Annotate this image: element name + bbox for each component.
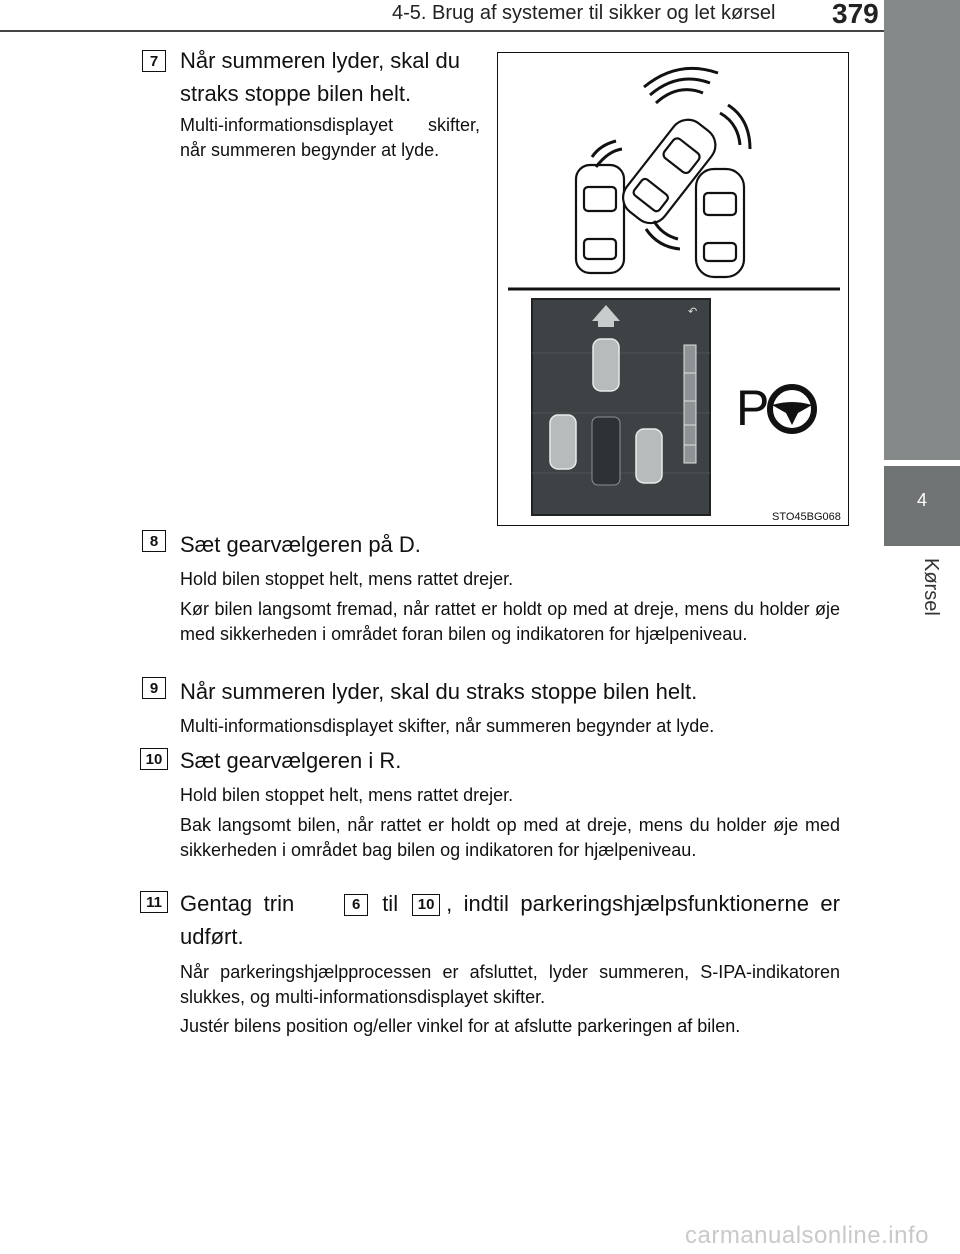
chapter-label: Kørsel <box>920 558 942 616</box>
step-number-box: 9 <box>142 677 166 699</box>
step-body: Bak langsomt bilen, når rattet er holdt op med at dreje, mens du holder øje med sikkerheden i området bag bilen og indikatoren for hjælpeniveau. <box>180 815 840 860</box>
side-tab-upper <box>884 0 960 460</box>
svg-text:P: P <box>736 380 770 436</box>
display-car-center <box>593 339 619 391</box>
chapter-number: 4 <box>916 490 927 510</box>
section-title: 4-5. Brug af systemer til sikker og let kørsel <box>392 2 776 24</box>
display-car-right <box>636 429 662 483</box>
step-number-box: 11 <box>140 891 168 913</box>
step-title: Når summeren lyder, skal du straks stoppe bilen helt. <box>180 48 460 106</box>
parking-scene-svg <box>498 53 848 525</box>
parked-car-left <box>576 165 624 273</box>
step-ref-box: 10 <box>412 894 440 916</box>
step-title-prefix: Gentag trin <box>180 891 295 916</box>
chapter-label-wrap <box>884 548 960 648</box>
return-icon: ↶ <box>688 305 698 318</box>
parking-assist-icon <box>736 380 814 436</box>
step-number-box: 8 <box>142 530 166 552</box>
step-title: Sæt gearvælgeren på D. <box>180 532 421 557</box>
step-body: Justér bilens position og/eller vinkel for at afslutte parkeringen af bilen. <box>180 1016 741 1036</box>
display-car-left <box>550 415 576 469</box>
header-rule <box>0 30 960 32</box>
assist-level-indicator <box>684 345 696 463</box>
parking-target-frame <box>592 417 620 485</box>
step-body: Multi-informationsdisplayet skifter, når summeren begynder at lyde. <box>180 716 715 736</box>
multi-info-display <box>532 299 710 515</box>
figure-code: STO45BG068 <box>772 511 841 523</box>
step-title-suffix: , indtil parkeringshjælpsfunktionerne er udført. <box>180 891 840 949</box>
step-body: Kør bilen langsomt fremad, når rattet er holdt op med at dreje, mens du holder øje med sikkerheden i området foran bilen og indikatoren for hjælpeniveau. <box>180 599 840 644</box>
parked-car-right <box>696 169 744 277</box>
step-number-box: 10 <box>140 748 168 770</box>
step-title: Sæt gearvælgeren i R. <box>180 748 402 773</box>
step-ref-box: 6 <box>344 894 368 916</box>
side-tab-chapter <box>884 466 960 546</box>
step-body: Multi-informationsdisplayet skifter, når summeren begynder at lyde. <box>180 115 480 160</box>
step-title-mid: til <box>382 891 399 916</box>
watermark: carmanualsonline.info <box>685 1222 929 1249</box>
page-number: 379 <box>832 0 879 29</box>
parking-illustration <box>497 52 849 526</box>
step-title: Når summeren lyder, skal du straks stoppe bilen helt. <box>180 679 698 704</box>
step-body: Når parkeringshjælpprocessen er afsluttet, lyder summeren, S-IPA-indikatoren slukkes, og multi-informationsdisplayet skifter. <box>180 962 840 1007</box>
step-title <box>180 887 840 953</box>
step-body: Hold bilen stoppet helt, mens rattet drejer. <box>180 785 514 805</box>
step-number-box: 7 <box>142 50 166 72</box>
step-body: Hold bilen stoppet helt, mens rattet drejer. <box>180 569 514 589</box>
